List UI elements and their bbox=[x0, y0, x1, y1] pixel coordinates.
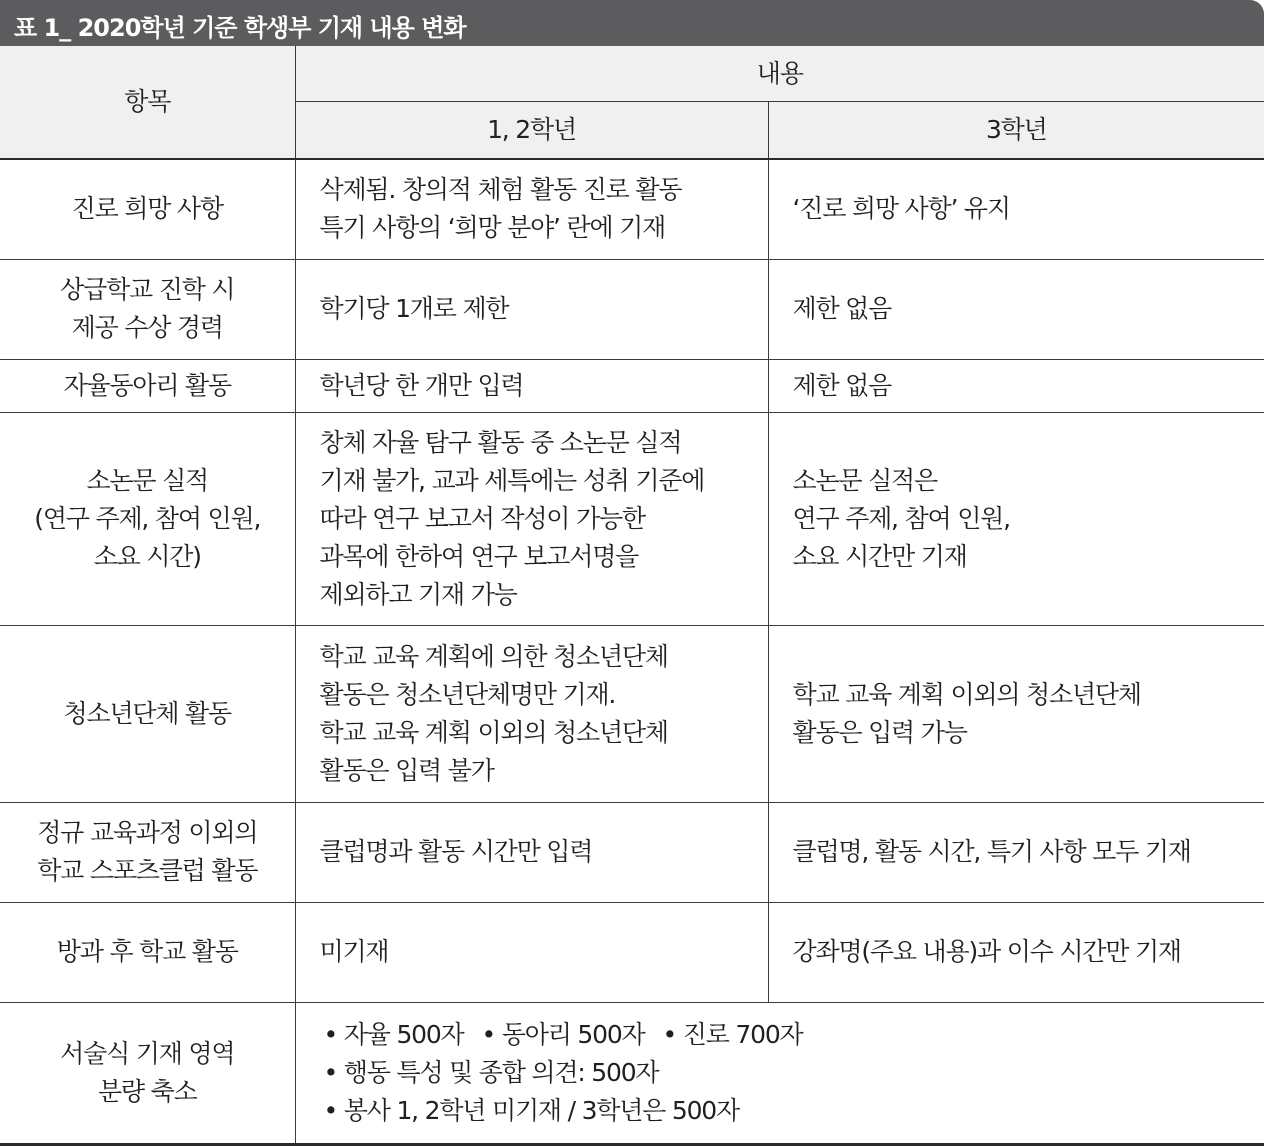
table-row bbox=[0, 359, 1264, 412]
row-grade3: 강좌명(주요 내용)과 이수 시간만 기재 bbox=[768, 902, 1264, 1002]
row-grade3: 클럽명, 활동 시간, 특기 사항 모두 기재 bbox=[768, 802, 1264, 902]
row-item: 정규 교육과정 이외의 학교 스포츠클럽 활동 bbox=[0, 802, 295, 902]
row-item: 서술식 기재 영역 분량 축소 bbox=[0, 1002, 295, 1144]
table-row bbox=[0, 259, 1264, 359]
row-item: 상급학교 진학 시 제공 수상 경력 bbox=[0, 259, 295, 359]
row-grade3: 학교 교육 계획 이외의 청소년단체 활동은 입력 가능 bbox=[768, 625, 1264, 802]
table-row bbox=[0, 802, 1264, 902]
header-grade3: 3학년 bbox=[768, 102, 1264, 160]
table-row bbox=[0, 1002, 1264, 1144]
row-item: 진로 희망 사항 bbox=[0, 159, 295, 259]
row-item: 소논문 실적 (연구 주제, 참여 인원, 소요 시간) bbox=[0, 412, 295, 625]
header-grade12: 1, 2학년 bbox=[295, 102, 768, 160]
row-item: 청소년단체 활동 bbox=[0, 625, 295, 802]
table-row bbox=[0, 625, 1264, 802]
row-grade3: 소논문 실적은 연구 주제, 참여 인원, 소요 시간만 기재 bbox=[768, 412, 1264, 625]
row-grade12: 학교 교육 계획에 의한 청소년단체 활동은 청소년단체명만 기재. 학교 교육 계획 이외의 청소년단체 활동은 입력 불가 bbox=[295, 625, 768, 802]
row-grade12: 학년당 한 개만 입력 bbox=[295, 359, 768, 412]
table-row bbox=[0, 412, 1264, 625]
row-grade12: 학기당 1개로 제한 bbox=[295, 259, 768, 359]
row-grade3: 제한 없음 bbox=[768, 359, 1264, 412]
row-grade12: 삭제됨. 창의적 체험 활동 진로 활동 특기 사항의 ‘희망 분야’ 란에 기재 bbox=[295, 159, 768, 259]
table-row bbox=[0, 902, 1264, 1002]
row-grade12: 창체 자율 탐구 활동 중 소논문 실적 기재 불가, 교과 세특에는 성취 기준에 따라 연구 보고서 작성이 가능한 과목에 한하여 연구 보고서명을 제외하고 기재 가능 bbox=[295, 412, 768, 625]
header-content: 내용 bbox=[295, 46, 1264, 102]
row-grade12: 클럽명과 활동 시간만 입력 bbox=[295, 802, 768, 902]
row-item: 자율동아리 활동 bbox=[0, 359, 295, 412]
list-item: • 자율 500자 • 동아리 500자 • 진로 700자 bbox=[323, 1019, 803, 1049]
row-grade3: 제한 없음 bbox=[768, 259, 1264, 359]
row-grade3: ‘진로 희망 사항’ 유지 bbox=[768, 159, 1264, 259]
row-summary bbox=[295, 1002, 1264, 1144]
list-item: • 봉사 1, 2학년 미기재 / 3학년은 500자 bbox=[323, 1095, 739, 1125]
list-item: • 행동 특성 및 종합 의견: 500자 bbox=[323, 1057, 659, 1087]
header-item: 항목 bbox=[0, 46, 295, 159]
table-row bbox=[0, 159, 1264, 259]
bullet-list bbox=[324, 1016, 1249, 1130]
record-changes-table bbox=[0, 46, 1264, 1146]
row-item: 방과 후 학교 활동 bbox=[0, 902, 295, 1002]
table-title: 표 1_ 2020학년 기준 학생부 기재 내용 변화 bbox=[14, 14, 466, 42]
row-grade12: 미기재 bbox=[295, 902, 768, 1002]
table-title-bar bbox=[0, 0, 1264, 46]
